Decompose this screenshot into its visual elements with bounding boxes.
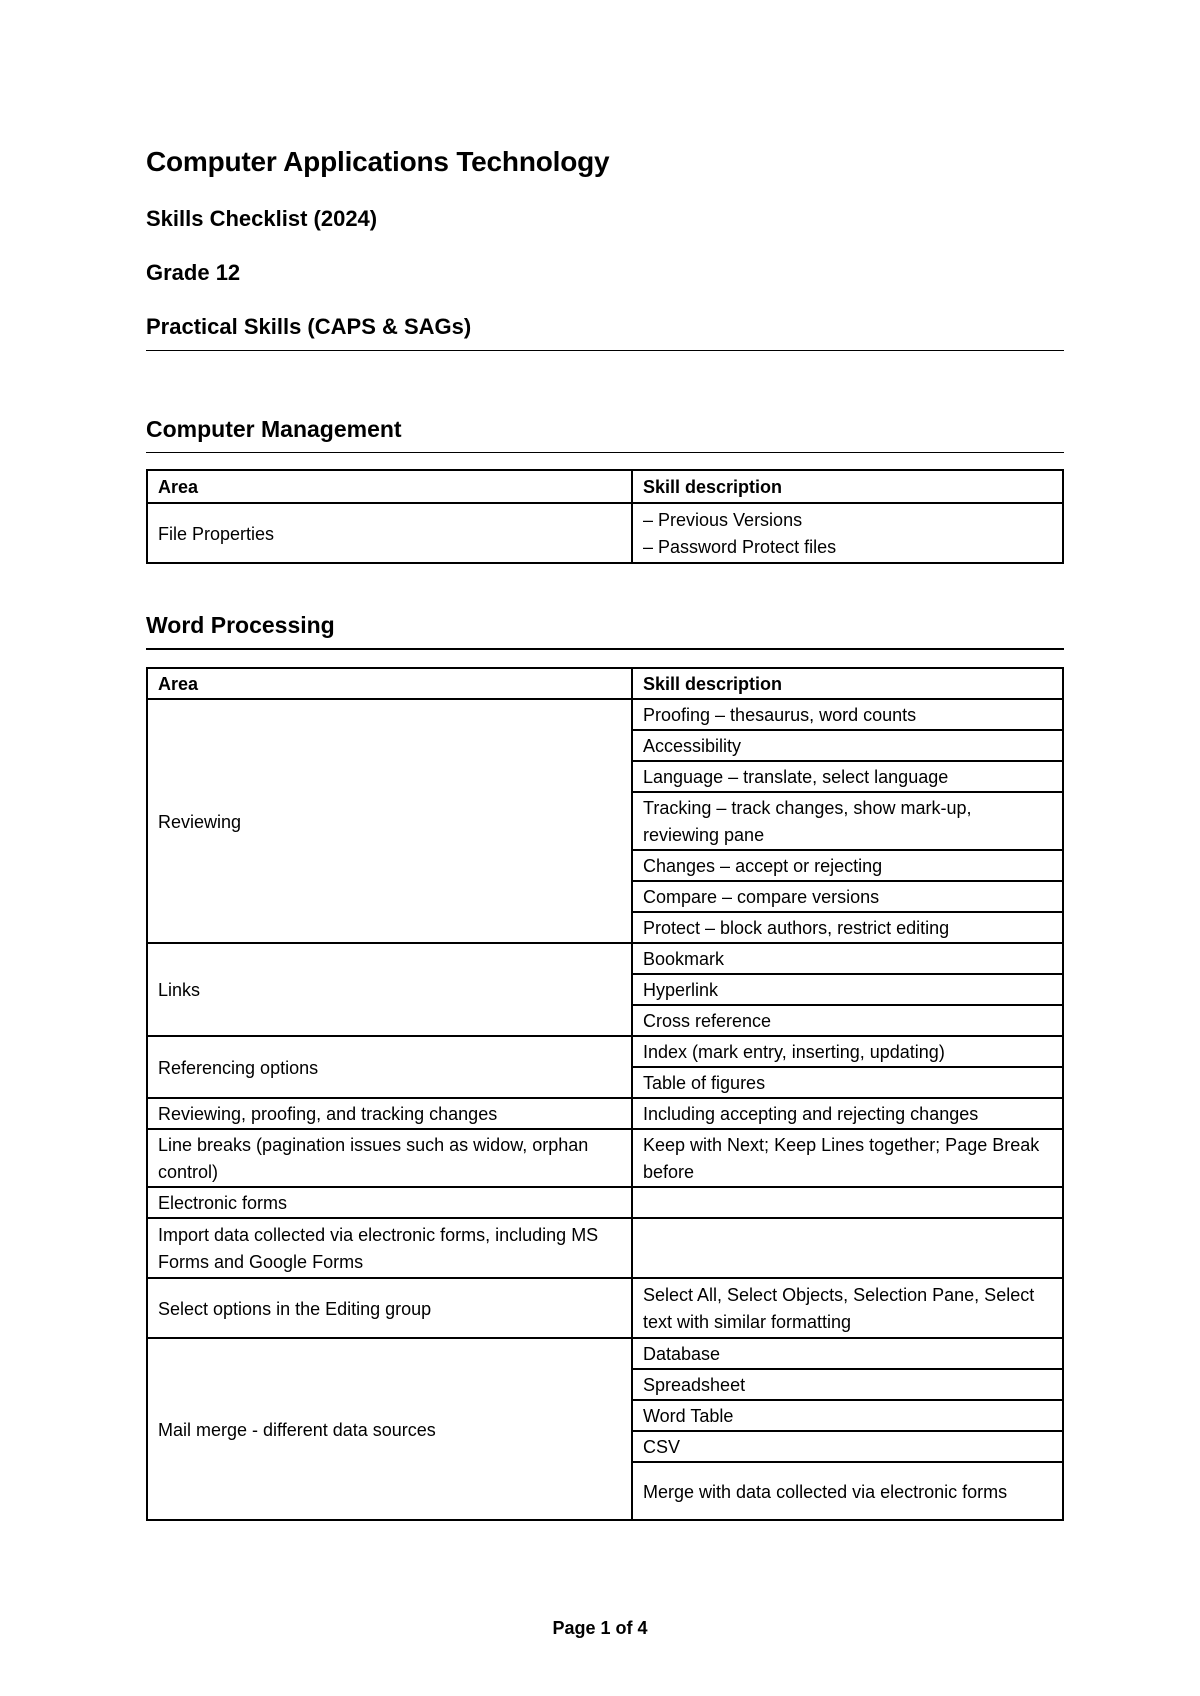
- skill-cell: Compare – compare versions: [632, 881, 1063, 912]
- skill-cell: Table of figures: [632, 1067, 1063, 1098]
- area-cell: Electronic forms: [147, 1187, 632, 1218]
- table-row: [147, 1098, 1063, 1129]
- area-cell: Import data collected via electronic forms, including MS Forms and Google Forms: [147, 1218, 632, 1278]
- column-header-area: Area: [147, 470, 632, 503]
- area-cell-referencing: Referencing options: [147, 1036, 632, 1098]
- word-processing-heading: Word Processing: [146, 612, 335, 638]
- document-subtitle: Skills Checklist (2024): [146, 206, 378, 231]
- table-row: [147, 1278, 1063, 1338]
- table-row: [147, 943, 1063, 974]
- word-processing-table: [146, 667, 1064, 1521]
- area-cell: Line breaks (pagination issues such as widow, orphan control): [147, 1129, 632, 1187]
- skill-cell: Protect – block authors, restrict editing: [632, 912, 1063, 943]
- document-title: Computer Applications Technology: [146, 146, 610, 177]
- table-row: [147, 699, 1063, 730]
- table-header-row: [147, 470, 1063, 503]
- skill-cell: Language – translate, select language: [632, 761, 1063, 792]
- header-divider: [146, 350, 1064, 351]
- skill-cell: Keep with Next; Keep Lines together; Page Break before: [632, 1129, 1063, 1187]
- skill-item: – Password Protect files: [643, 537, 837, 557]
- computer-management-heading: Computer Management: [146, 416, 402, 442]
- skill-item: – Previous Versions: [643, 510, 803, 530]
- skill-cell: [632, 1218, 1063, 1278]
- skill-cell: Including accepting and rejecting changes: [632, 1098, 1063, 1129]
- skill-cell: Index (mark entry, inserting, updating): [632, 1036, 1063, 1067]
- table-header-row: [147, 668, 1063, 699]
- computer-management-table: [146, 469, 1064, 564]
- word-processing-divider: [146, 648, 1064, 650]
- table-row: [147, 1036, 1063, 1067]
- table-row: [147, 1218, 1063, 1278]
- skill-cell: Tracking – track changes, show mark-up, reviewing pane: [632, 792, 1063, 850]
- area-cell: Reviewing, proofing, and tracking changes: [147, 1098, 632, 1129]
- column-header-area: Area: [147, 668, 632, 699]
- skill-cell: [632, 503, 1063, 563]
- skill-cell: Bookmark: [632, 943, 1063, 974]
- computer-management-divider: [146, 452, 1064, 453]
- page-number: Page 1 of 4: [552, 1618, 648, 1638]
- area-cell: File Properties: [147, 503, 632, 563]
- skill-cell: Database: [632, 1338, 1063, 1369]
- grade-label: Grade 12: [146, 260, 241, 285]
- table-row: [147, 1129, 1063, 1187]
- section-label: Practical Skills (CAPS & SAGs): [146, 314, 472, 339]
- skill-cell: Changes – accept or rejecting: [632, 850, 1063, 881]
- skill-cell: [632, 1187, 1063, 1218]
- skill-cell: CSV: [632, 1431, 1063, 1462]
- table-row: [147, 1187, 1063, 1218]
- column-header-skill: Skill description: [632, 470, 1063, 503]
- column-header-skill: Skill description: [632, 668, 1063, 699]
- skill-cell: Word Table: [632, 1400, 1063, 1431]
- table-row: [147, 1338, 1063, 1369]
- skill-cell: Spreadsheet: [632, 1369, 1063, 1400]
- area-cell-mail-merge: Mail merge - different data sources: [147, 1338, 632, 1520]
- skill-cell: Merge with data collected via electronic forms: [632, 1462, 1063, 1520]
- area-cell-links: Links: [147, 943, 632, 1036]
- skill-cell: Accessibility: [632, 730, 1063, 761]
- area-cell: Select options in the Editing group: [147, 1278, 632, 1338]
- skill-cell: Proofing – thesaurus, word counts: [632, 699, 1063, 730]
- skill-cell: Cross reference: [632, 1005, 1063, 1036]
- area-cell-reviewing: Reviewing: [147, 699, 632, 943]
- table-row: [147, 503, 1063, 563]
- skill-cell: Select All, Select Objects, Selection Pane, Select text with similar formatting: [632, 1278, 1063, 1338]
- skill-cell: Hyperlink: [632, 974, 1063, 1005]
